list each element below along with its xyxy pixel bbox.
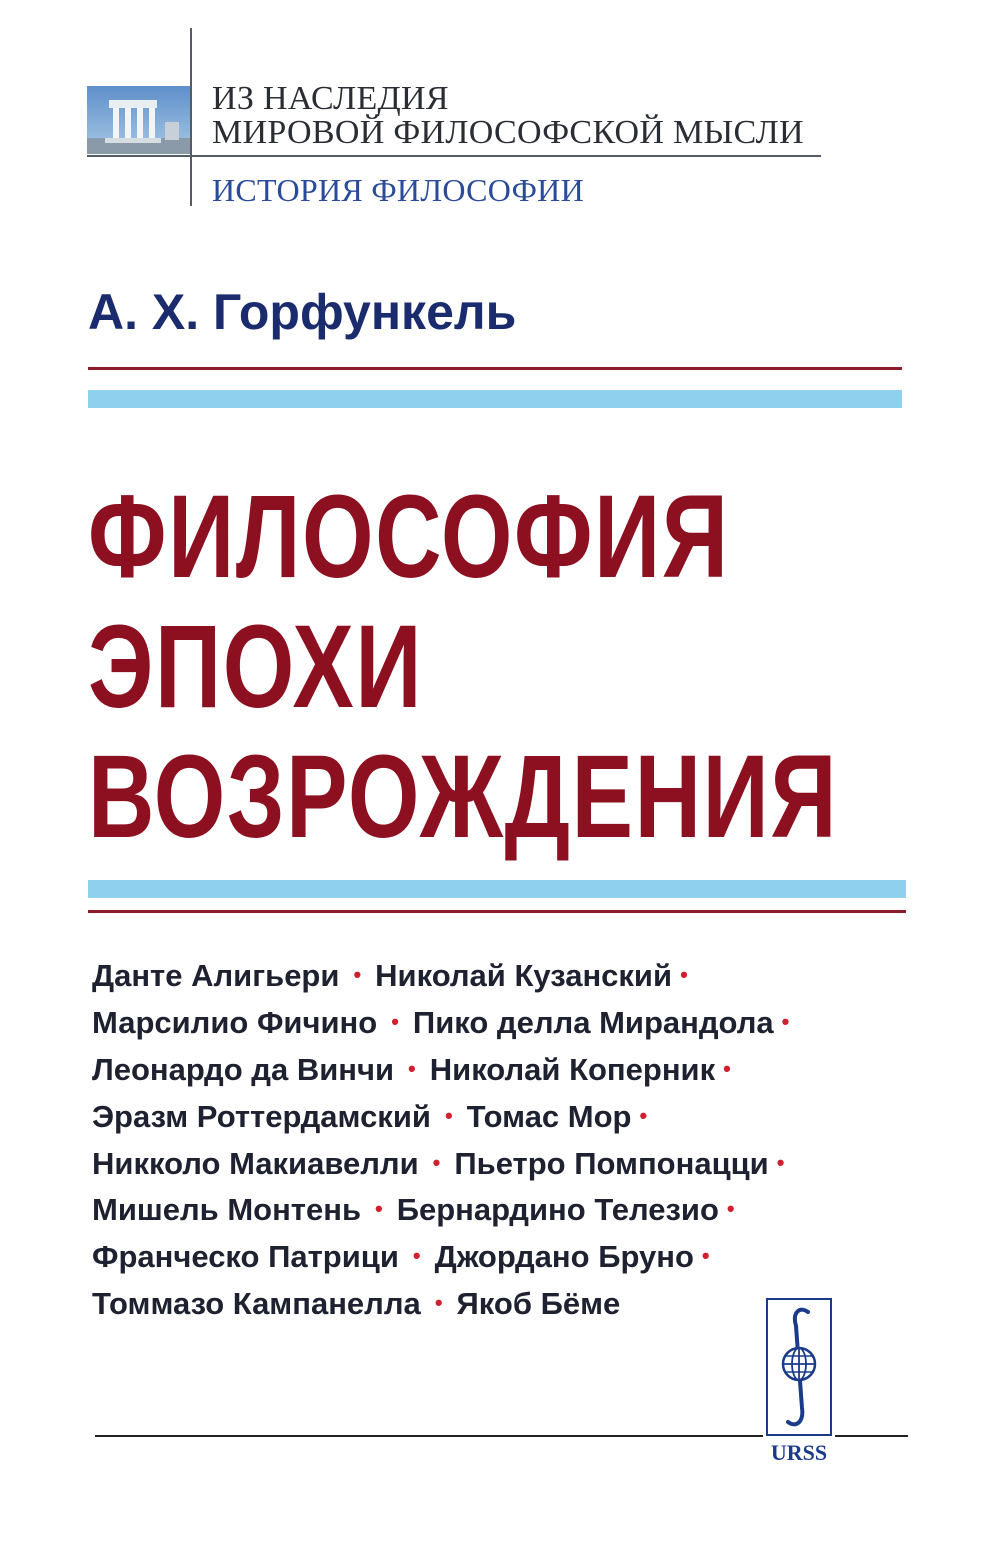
- philosopher-name: Франческо Патрици: [92, 1239, 399, 1274]
- philosopher-name: Марсилио Фичино: [92, 1005, 378, 1040]
- series-vertical-rule: [190, 28, 192, 206]
- names-row: [92, 1099, 647, 1135]
- bullet-icon: •: [412, 1243, 421, 1268]
- philosopher-name: Данте Алигьери: [92, 958, 340, 993]
- top-blue-band: [88, 390, 902, 408]
- bullet-icon: •: [726, 1196, 735, 1221]
- bullet-icon: •: [701, 1243, 710, 1268]
- names-row: [92, 1005, 789, 1041]
- ancient-ruins-image: [87, 86, 190, 154]
- philosopher-name: Томас Мор: [466, 1099, 632, 1134]
- series-horizontal-rule: [87, 155, 821, 157]
- names-row: [92, 1052, 731, 1088]
- book-title-line2: ЭПОХИ: [88, 601, 424, 733]
- philosopher-name: Никколо Макиавелли: [92, 1146, 419, 1181]
- names-row: [92, 1146, 784, 1182]
- book-title-line3: ВОЗРОЖДЕНИЯ: [88, 731, 839, 863]
- bullet-icon: •: [375, 1196, 383, 1221]
- bullet-icon: •: [723, 1056, 731, 1081]
- bullet-icon: •: [639, 1103, 648, 1128]
- philosopher-name: Бернардино Телезио: [396, 1192, 719, 1227]
- philosopher-name: Николай Коперник: [429, 1052, 716, 1087]
- names-row: [92, 958, 688, 994]
- author-name: А. Х. Горфункель: [88, 284, 517, 340]
- integral-globe-logo-icon: [770, 1302, 828, 1432]
- philosopher-name: Николай Кузанский: [375, 958, 673, 993]
- series-title-line1: ИЗ НАСЛЕДИЯ: [212, 80, 449, 117]
- bottom-red-rule: [88, 910, 906, 913]
- publisher-name: URSS: [770, 1440, 828, 1465]
- bullet-icon: •: [432, 1150, 441, 1175]
- philosopher-name: Эразм Роттердамский: [92, 1099, 431, 1134]
- philosopher-name: Мишель Монтень: [92, 1192, 362, 1227]
- bullet-icon: •: [434, 1290, 443, 1315]
- book-title-line1: ФИЛОСОФИЯ: [88, 471, 730, 603]
- bullet-icon: •: [781, 1009, 790, 1034]
- philosopher-name: Джордано Бруно: [434, 1239, 694, 1274]
- footer-rule-left: [95, 1435, 763, 1437]
- top-red-rule: [88, 367, 902, 370]
- bullet-icon: •: [408, 1056, 416, 1081]
- series-title-line2: МИРОВОЙ ФИЛОСОФСКОЙ МЫСЛИ: [212, 114, 804, 151]
- bullet-icon: •: [391, 1009, 399, 1034]
- philosopher-name: Якоб Бёме: [456, 1286, 621, 1321]
- bullet-icon: •: [776, 1150, 785, 1175]
- footer-rule-right: [835, 1435, 908, 1437]
- names-row: [92, 1286, 620, 1322]
- philosopher-name: Пьетро Помпонацци: [454, 1146, 769, 1181]
- bottom-blue-band: [88, 880, 906, 898]
- names-row: [92, 1192, 735, 1228]
- philosopher-name: Томмазо Кампанелла: [92, 1286, 421, 1321]
- philosopher-name: Пико делла Мирандола: [412, 1005, 774, 1040]
- bullet-icon: •: [680, 962, 688, 987]
- names-row: [92, 1239, 710, 1275]
- bullet-icon: •: [353, 962, 362, 987]
- philosopher-name: Леонардо да Винчи: [92, 1052, 395, 1087]
- bullet-icon: •: [444, 1103, 453, 1128]
- subseries-title: ИСТОРИЯ ФИЛОСОФИИ: [212, 172, 584, 208]
